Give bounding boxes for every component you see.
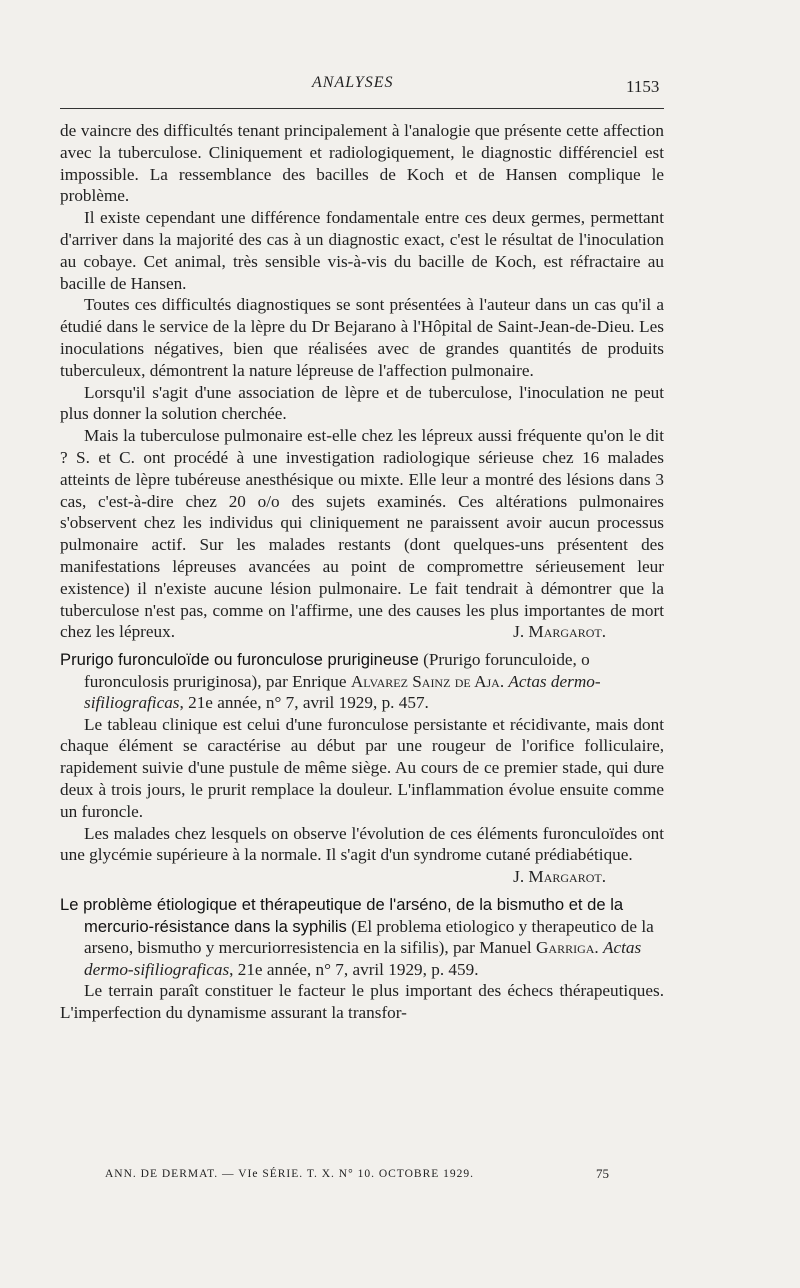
- author-signature: J. Margarot.: [513, 867, 606, 887]
- header-divider: [60, 108, 664, 109]
- paragraph: [60, 425, 664, 643]
- article-reference: , 21e année, n° 7, avril 1929, p. 459.: [229, 959, 479, 979]
- paragraph: [60, 823, 664, 887]
- article-title: Le problème étiologique et thérapeutique de l'arséno, de la bismutho et de la mercurio-résistance dans la syphilis: [60, 895, 624, 936]
- paragraph: Le tableau clinique est celui d'une furonculose persistante et récidivante, mais dont chaque élément se caractérise au début par une rougeur de l'orifice folliculaire, rapidement suivie d'une pustule de même siège. Au cours de ce premier stade, qui dure deux à trois jours, le prurit remplace la douleur. L'inflammation évolue ensuite comme un furoncle.: [60, 714, 664, 821]
- paragraph: Lorsqu'il s'agit d'une association de lèpre et de tuberculose, l'inoculation ne peut plus donner la solution cherchée.: [60, 382, 664, 424]
- article-reference: .: [499, 671, 509, 691]
- article-author: Alvarez Sainz de Aja: [350, 671, 500, 691]
- article-author: Garriga: [536, 938, 595, 957]
- article-title: Prurigo furonculoïde ou furonculose prurigineuse: [60, 650, 419, 670]
- article-reference: (El problema etiologico y therapeutico de la arseno, bismutho y mercuriorresistencia en la sifilis), par Manuel: [84, 916, 654, 957]
- article-reference: , 21e année, n° 7, avril 1929, p. 457.: [179, 693, 429, 713]
- paragraph: Toutes ces difficultés diagnostiques se sont présentées à l'auteur dans un cas qu'il a étudié dans le service de la lèpre du Dr Bejarano à l'Hôpital de Saint-Jean-de-Dieu. Les inoculations négatives, bien que réalisées avec de grandes quantités de produits tuberculeux, démontrent la nature lépreuse de l'affection pulmonaire.: [60, 295, 664, 380]
- page-body: [60, 120, 664, 1024]
- paragraph-text: Les malades chez lesquels on observe l'évolution de ces éléments furonculoïdes ont une glycémie supérieure à la normale. Il s'agit d'un syndrome cutané prédiabétique.: [60, 823, 664, 865]
- page-number: 1153: [626, 77, 660, 96]
- article-heading: [60, 894, 664, 980]
- paragraph-text: Mais la tuberculose pulmonaire est-elle chez les lépreux aussi fréquente qu'on le dit ? S. et C. ont procédé à une investigation radiologique sérieuse chez 16 malades atteints de lèpre tubéreuse anesthésique ou mixte. Elle leur a montré des lésions dans 3 cas, c'est-à-dire chez 20 o/o des sujets examinés. Ces altérations pulmonaires s'observent chez les individus qui cliniquement ne paraissent avoir aucun processus pulmonaire actif. Sur les malades restants (dont quelques-uns présentent des manifestations lépreuses avancées au point de compromettre sérieusement leur existence) il n'existe aucune lésion pulmonaire. Le fait tendrait à démontrer que la tuberculose n'est pas, comme on l'affirme, une des causes les plus importantes de mort chez les lépreux.: [60, 426, 664, 642]
- journal-name: Actas dermo-sifiliograficas: [84, 938, 642, 979]
- journal-name: Actas dermo-sifiliograficas: [84, 671, 601, 713]
- paragraph: de vaincre des difficultés tenant principalement à l'analogie que présente cette affection avec la tuberculose. Cliniquement et radiologiquement, le diagnostic différenciel est impossible. La ressemblance des bacilles de Koch et de Hansen complique le problème.: [60, 121, 664, 206]
- running-header-title: ANALYSES: [312, 74, 394, 91]
- article-reference: (Prurigo forunculoide, o furonculosis pruriginosa), par Enrique: [84, 650, 590, 691]
- footer-journal-line: ANN. DE DERMAT. — VIe SÉRIE. T. X. N° 10. OCTOBRE 1929.: [105, 1168, 475, 1180]
- author-signature: J. Margarot.: [513, 622, 606, 642]
- article-heading: [60, 649, 664, 714]
- paragraph: Il existe cependant une différence fondamentale entre ces deux germes, permettant d'arriver dans la majorité des cas à un diagnostic exact, c'est le résultat de l'inoculation au cobaye. Cet animal, très sensible vis-à-vis du bacille de Koch, est réfractaire au bacille de Hansen.: [60, 208, 664, 293]
- paragraph: Le terrain paraît constituer le facteur le plus important des échecs thérapeutiques. L'imperfection du dynamisme assurant la transfor-: [60, 981, 664, 1022]
- article-reference: .: [594, 938, 604, 957]
- footer-page-number: 75: [596, 1166, 609, 1181]
